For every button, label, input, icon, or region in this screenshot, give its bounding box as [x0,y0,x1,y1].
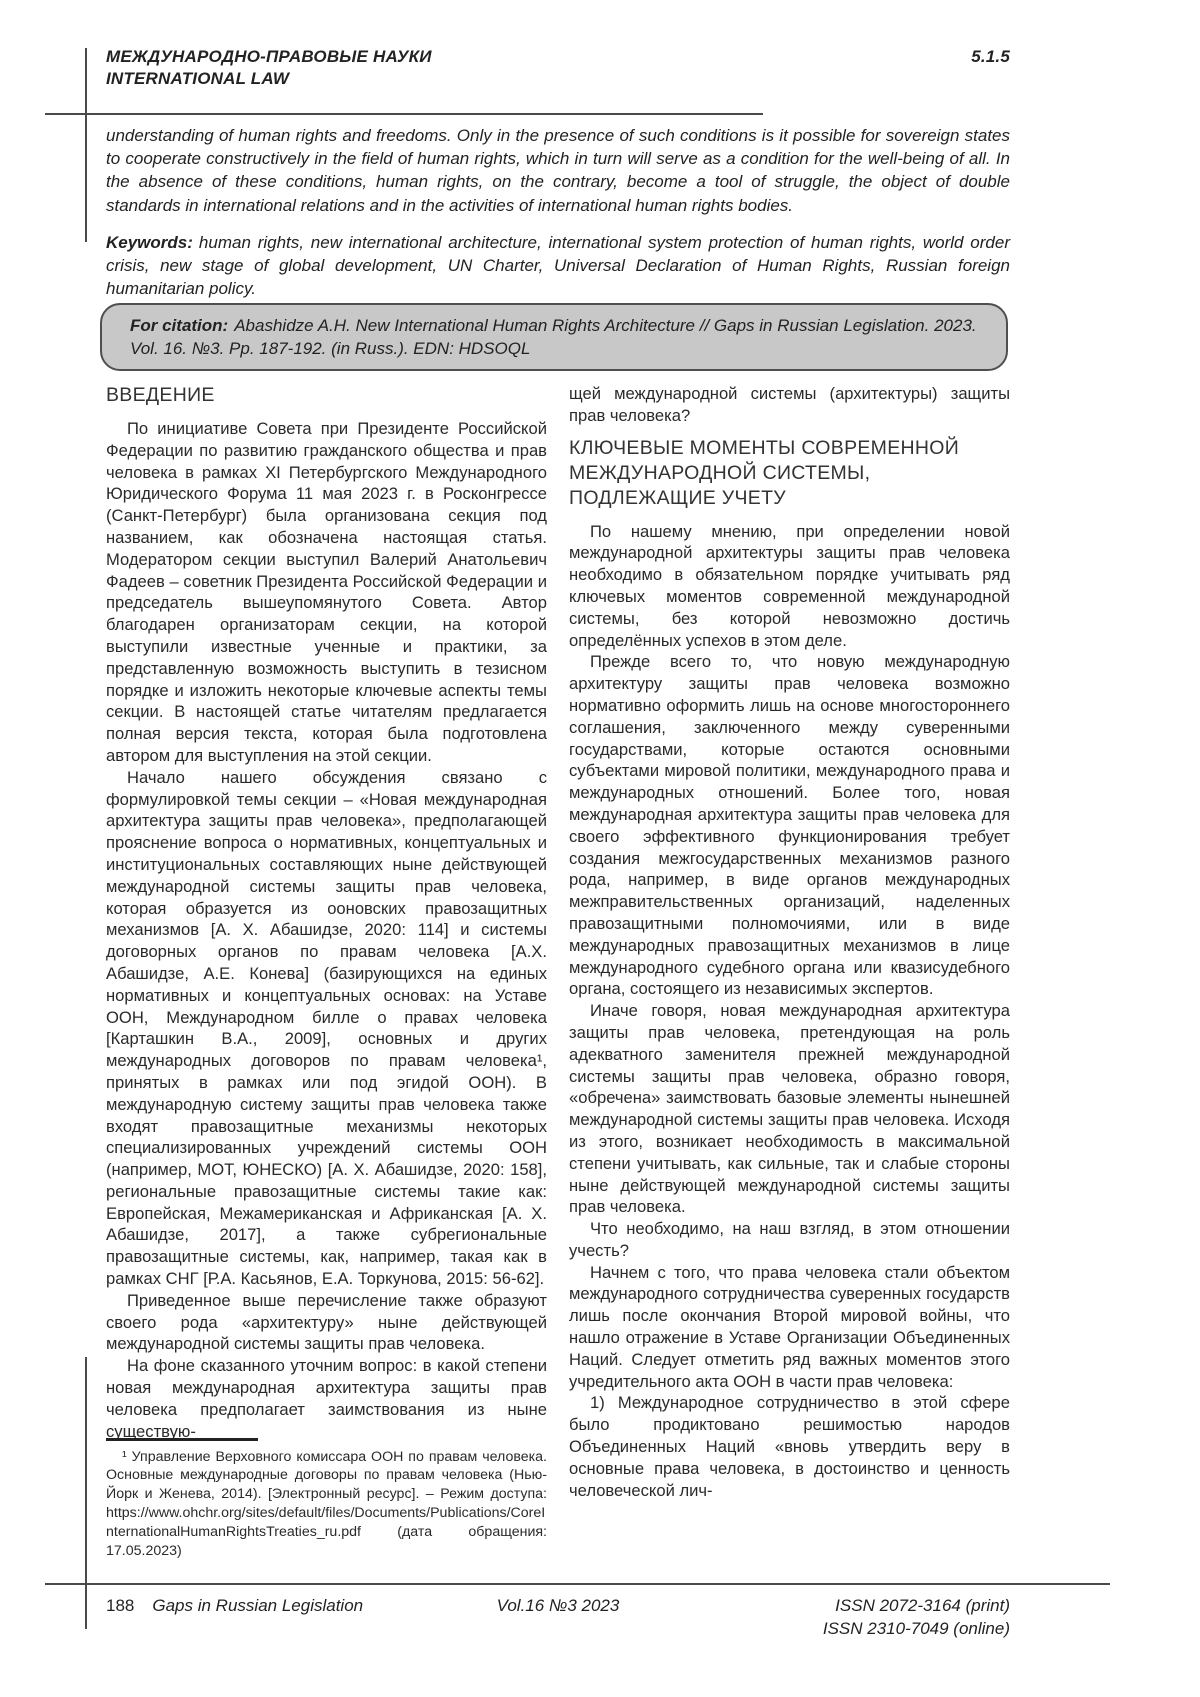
section-heading-introduction: ВВЕДЕНИЕ [106,384,215,406]
header-rule [45,113,763,115]
footnote-separator [106,1438,258,1441]
article-code: 5.1.5 [971,47,1010,66]
issue-info: Vol.16 №3 2023 [496,1596,620,1615]
issn-print: ISSN 2072-3164 (print) [835,1596,1010,1615]
left-column [106,383,547,1565]
page-header [106,46,1010,90]
rubric-en: INTERNATIONAL LAW [106,69,290,88]
keywords [106,231,1010,301]
page-footer [106,1594,1010,1640]
body-paragraph: По инициативе Совета при Президенте Российской Федерации по развитию гражданского общества и прав человека в рамках XI Петербургского Международного Юридического Форума 11 мая 2023 г. в Росконгрессе (Санкт-Петербург) была организована секция под названием, как обозначена настоящая статья. Модератором секции выступил Валерий Анатольевич Фадеев – советник Президента Российской Федерации и председатель вышеупомянутого Совета. Автор благодарен организаторам секции, на которой выступили известные ученные и практики, за представленную возможность выступить в тезисном порядке и изложить некоторые ключевые аспекты темы секции. В настоящей статье читателям предлагается полная версия текста, которая была подготовлена автором для выступления на этой секции. [106,419,547,765]
left-margin-rule-top [85,48,87,242]
section-heading-key-moments: КЛЮЧЕВЫЕ МОМЕНТЫ СОВРЕМЕННОЙ МЕЖДУНАРОДНОЙ СИСТЕМЫ, ПОДЛЕЖАЩИЕ УЧЕТУ [569,436,960,509]
rubric [106,46,432,90]
left-margin-rule-bottom [85,1357,87,1629]
body-paragraph: Что необходимо, на наш взгляд, в этом отношении учесть? [569,1219,1010,1260]
rubric-ru: МЕЖДУНАРОДНО-ПРАВОВЫЕ НАУКИ [106,47,432,66]
footer-rule [45,1583,1110,1585]
keywords-label: Keywords: [106,233,193,252]
citation-label: For citation: [130,316,229,335]
body-paragraph: 1) Международное сотрудничество в этой сфере было продиктовано решимостью народов Объединенных Наций «вновь утвердить веру в основные права человека, в достоинство и ценность человеческой лич- [569,1393,1010,1500]
citation-box [100,303,1008,371]
right-column [569,383,1010,1565]
citation-text: Abashidze A.H. New International Human Rights Architecture // Gaps in Russian Legislation. 2023. Vol. 16. №3. Pp. 187-192. (in Russ.). EDN: HDSOQL [130,316,977,359]
body-paragraph: Приведенное выше перечисление также образуют своего рода «архитектуру» ныне действующей международной системы защиты прав человека. [106,1290,547,1354]
footer-left [106,1594,425,1640]
keywords-text: human rights, new international architecture, international system protection of human rights, world order crisis, new stage of global development, UN Charter, Universal Declaration of Human Rights, Russian foreign humanitarian policy. [106,233,1010,299]
footnote-block [106,1438,547,1561]
abstract-en: understanding of human rights and freedoms. Only in the presence of such conditions is it possible for sovereign states to cooperate constructively in the field of human rights, which in turn will serve as a condition for the well-being of all. In the absence of these conditions, human rights, on the contrary, become a tool of struggle, the object of double standards in international relations and in the activities of international human rights bodies. [106,126,1010,215]
body-paragraph: Начнем с того, что права человека стали объектом международного сотрудничества суверенных государств лишь после окончания Второй мировой войны, что нашло отражение в Уставе Организации Объединенных Наций. Следует отметить ряд важных моментов этого учредительного акта ООН в части прав человека: [569,1262,1010,1391]
columns [106,383,1010,1565]
body-paragraph: Начало нашего обсуждения связано с формулировкой темы секции – «Новая международная архитектура защиты прав человека», предполагающей прояснение вопроса о нормативных, концептуальных и институциональных составляющих ныне действующей международной системы защиты прав человека, которая образуется из ооновских правозащитных механизмов [А. Х. Абашидзе, 2020: 114] и системы договорных органов по правам человека [А.Х. Абашидзе, А.Е. Конева] (базирующихся на единых нормативных и концептуальных основах: на Уставе ООН, Международном билле о правах человека [Карташкин В.А., 2009], основных и других международных договоров по правам человека¹, принятых в рамках или под эгидой ООН). В международную систему защиты прав человека также входят правозащитные механизмы некоторых специализированных учреждений системы ООН (например, МОТ, ЮНЕСКО) [А. Х. Абашидзе, 2020: 158], региональные правозащитные системы такие как: Европейская, Межамериканская и Африканская [А. Х. Абашидзе, 2017], а также субрегиональные правозащитные системы, как, например, такая как в рамках СНГ [Р.А. Касьянов, Е.А. Торкунова, 2015: 56-62]. [106,767,547,1289]
body-paragraph: По нашему мнению, при определении новой международной архитектуры защиты прав человека необходимо в обязательном порядке учитывать ряд ключевых моментов современной международной системы, без которой невозможно достичь определённых успехов в этом деле. [569,521,1010,650]
footer-right [691,1594,1010,1640]
body-paragraph-continuation: щей международной системы (архитектуры) защиты прав человека? [569,384,1010,425]
page-number: 188 [106,1596,135,1615]
body-paragraph: На фоне сказанного уточним вопрос: в какой степени новая международная архитектура защиты прав человека предполагает заимствования из ныне существую- [106,1356,547,1441]
footnote: ¹ Управление Верховного комиссара ООН по правам человека. Основные международные договоры по правам человека (Нью-Йорк и Женева, 2014). [Электронный ресурс]. – Режим доступа: https://www.ohchr.org/sites/default/files/Documents/Publications/CoreInternationalHumanRightsTreaties_ru.pdf (дата обращения: 17.05.2023) [106,1448,547,1560]
body-paragraph: Иначе говоря, новая международная архитектура защиты прав человека, претендующая на роль адекватного заменителя прежней международной системы защиты прав человека, образно говоря, «обречена» заимствовать базовые элементы нынешней международной системы защиты прав человека. Исходя из этого, возникает необходимость в максимальной степени учитывать, как сильные, так и слабые стороны ныне действующей международной системы защиты прав человека. [569,1001,1010,1217]
body-paragraph: Прежде всего то, что новую международную архитектуру защиты прав человека возможно нормативно оформить лишь на основе многостороннего соглашения, заключенного между суверенными государствами, которые остаются основными субъектами мировой политики, международного права и международных отношений. Более того, новая международная архитектура защиты прав человека для своего эффективного функционирования требует создания межгосударственных механизмов разного рода, например, в виде органов международных межправительственных организаций, наделенных правозащитными полномочиями, или в виде международных правозащитных механизмов в лице международного судебного органа или квазисудебного органа, состоящего из независимых экспертов. [569,652,1010,999]
issn-online: ISSN 2310-7049 (online) [822,1619,1010,1638]
journal-title: Gaps in Russian Legislation [152,1596,364,1615]
